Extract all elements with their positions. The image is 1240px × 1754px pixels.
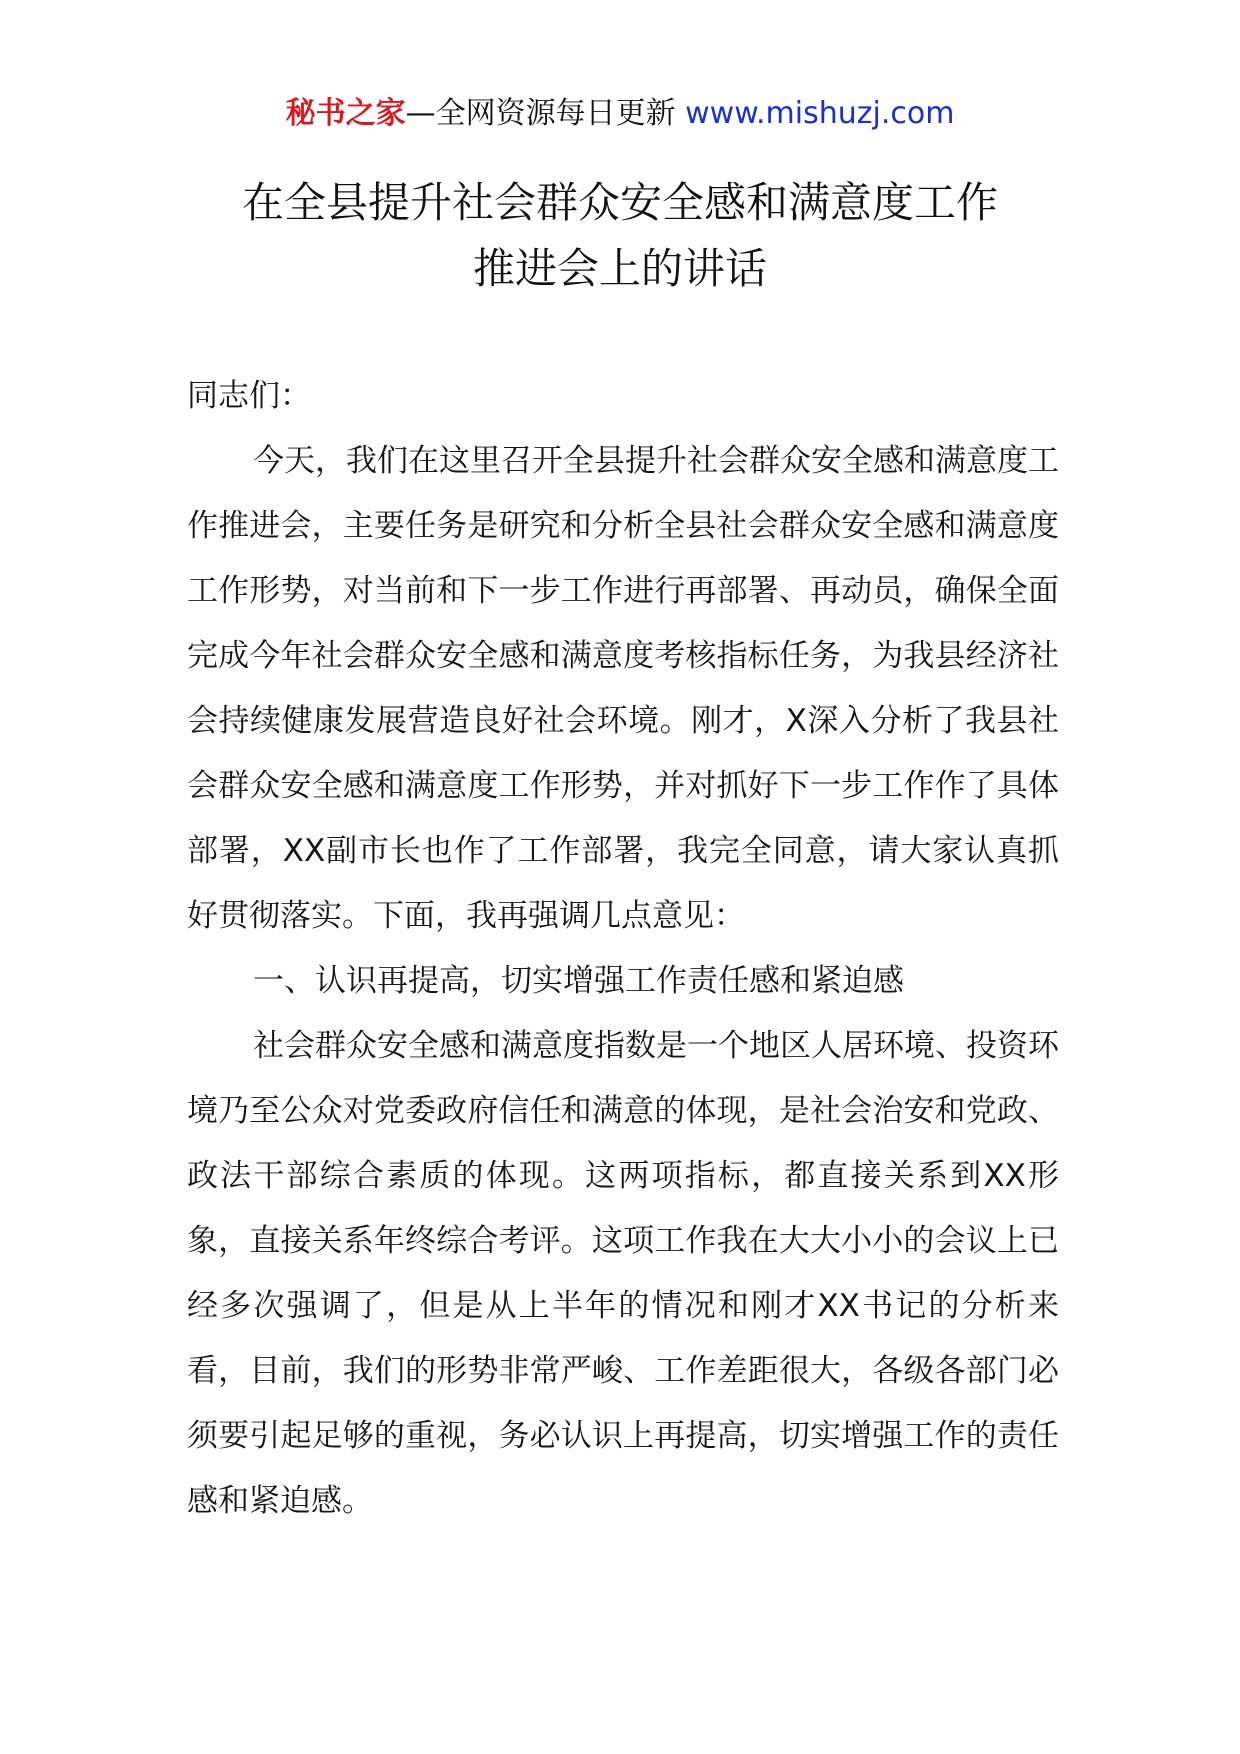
section-heading-1: 一、认识再提高，切实增强工作责任感和紧迫感: [253, 963, 904, 999]
banner-url-link[interactable]: www.mishuzj.com: [685, 96, 955, 131]
title-line-1: 在全县提升社会群众安全感和满意度工作: [241, 178, 998, 227]
body-paragraph-section-1: 社会群众安全感和满意度指数是一个地区人居环境、投资环境乃至公众对党委政府信任和满意的体现，是社会治安和党政、政法干部综合素质的体现。这两项指标，都直接关系到XX形象，直接关系年终综合考评。这项工作我在大大小小的会议上已经多次强调了，但是从上半年的情况和刚才XX书记的分析来看，目前，我们的形势非常严峻、工作差距很大，各级各部门必须要引起足够的重视，务必认识上再提高，切实增强工作的责任感和紧迫感。: [187, 1028, 1059, 1519]
body-paragraph-intro: 今天，我们在这里召开全县提升社会群众安全感和满意度工作推进会，主要任务是研究和分析全县社会群众安全感和满意度工作形势，对当前和下一步工作进行再部署、再动员，确保全面完成今年社会群众安全感和满意度考核指标任务，为我县经济社会持续健康发展营造良好社会环境。刚才，X深入分析了我县社会群众安全感和满意度工作形势，并对抓好下一步工作作了具体部署，XX副市长也作了工作部署，我完全同意，请大家认真抓好贯彻落实。下面，我再强调几点意见：: [187, 443, 1059, 934]
document-body: [187, 364, 1059, 1534]
site-banner: [0, 94, 1240, 134]
banner-brand: 秘书之家: [285, 96, 406, 131]
salutation: 同志们：: [187, 378, 311, 414]
title-line-2: 推进会上的讲话: [472, 244, 767, 293]
document-title: [0, 170, 1240, 302]
banner-tagline: —全网资源每日更新: [405, 96, 676, 131]
